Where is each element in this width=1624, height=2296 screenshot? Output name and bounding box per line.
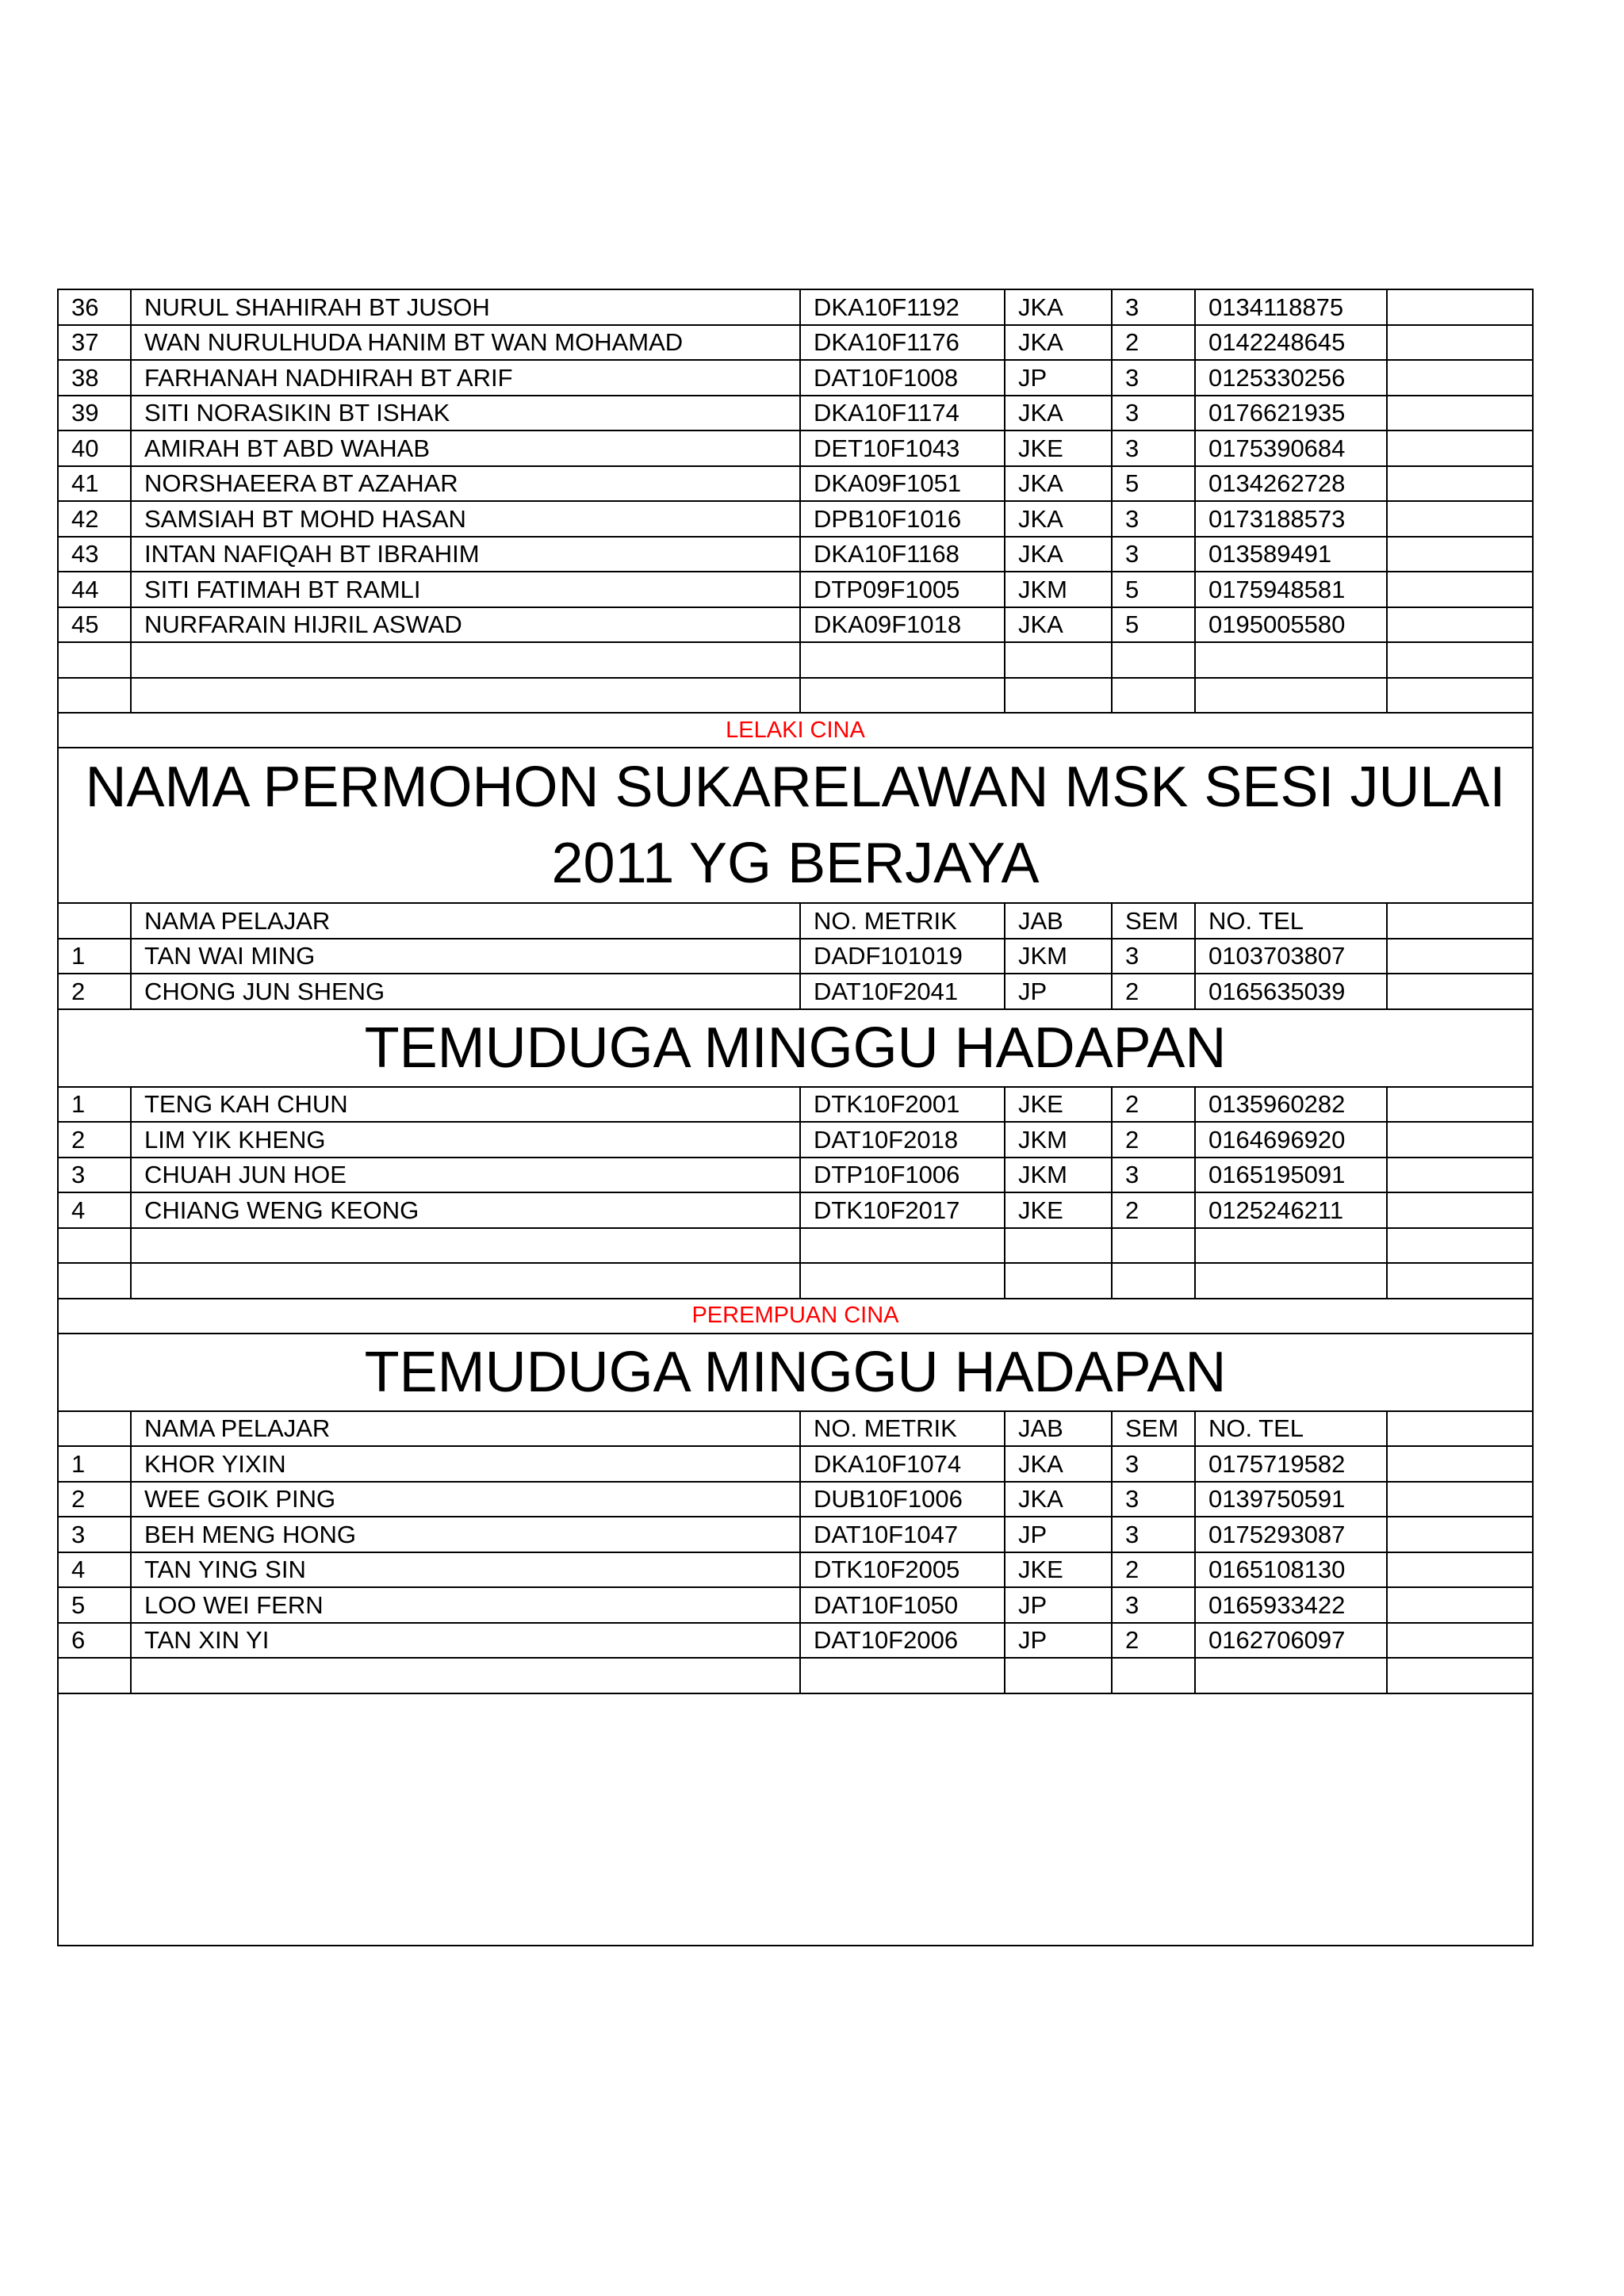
section-heading: NAMA PERMOHON SUKARELAWAN MSK SESI JULAI 2011 YG BERJAYA [58, 748, 1533, 903]
column-header: NO. TEL [1195, 903, 1387, 939]
table-cell: JKA [1005, 607, 1112, 643]
table-cell: 3 [1112, 396, 1195, 431]
table-cell: NURFARAIN HIJRIL ASWAD [131, 607, 800, 643]
table-cell [1387, 1087, 1533, 1123]
table-cell: JP [1005, 1517, 1112, 1552]
table-cell: 0164696920 [1195, 1122, 1387, 1158]
table-cell [1387, 1482, 1533, 1517]
table-cell [1387, 1587, 1533, 1623]
table-cell: TAN XIN YI [131, 1623, 800, 1659]
table-cell: 013589491 [1195, 537, 1387, 572]
table-cell [1387, 360, 1533, 396]
table-cell: 0165195091 [1195, 1158, 1387, 1193]
table-cell: 0134262728 [1195, 466, 1387, 502]
section-label: PEREMPUAN CINA [58, 1299, 1533, 1334]
column-header: NO. TEL [1195, 1411, 1387, 1447]
table-cell: 0175948581 [1195, 572, 1387, 607]
table-cell: TENG KAH CHUN [131, 1087, 800, 1123]
table-cell: SITI NORASIKIN BT ISHAK [131, 396, 800, 431]
table-cell [1005, 642, 1112, 678]
table-cell: 3 [1112, 501, 1195, 537]
table-cell [1195, 1658, 1387, 1693]
table-cell: JKE [1005, 430, 1112, 466]
table-row [58, 360, 1533, 396]
table-cell: WAN NURULHUDA HANIM BT WAN MOHAMAD [131, 325, 800, 361]
column-header: JAB [1005, 1411, 1112, 1447]
column-header: JAB [1005, 903, 1112, 939]
table-cell: 3 [1112, 1587, 1195, 1623]
table-cell: 5 [58, 1587, 131, 1623]
table-cell [1387, 1158, 1533, 1193]
table-cell: 0134118875 [1195, 289, 1387, 325]
table-cell: 3 [1112, 289, 1195, 325]
volunteer-list-table [57, 289, 1534, 1946]
table-cell [58, 1228, 131, 1264]
table-cell: 2 [58, 1482, 131, 1517]
table-cell: 40 [58, 430, 131, 466]
table-cell: 1 [58, 939, 131, 974]
table-cell [1387, 678, 1533, 714]
table-cell [1387, 289, 1533, 325]
table-cell: JKA [1005, 289, 1112, 325]
table-row [58, 1087, 1533, 1123]
table-row [58, 1158, 1533, 1193]
table-cell: 38 [58, 360, 131, 396]
column-header [1387, 903, 1533, 939]
table-cell: DUB10F1006 [800, 1482, 1005, 1517]
table-cell [1387, 974, 1533, 1009]
table-cell: CHIANG WENG KEONG [131, 1192, 800, 1228]
table-row [58, 642, 1533, 678]
table-cell [1387, 1228, 1533, 1264]
table-cell: TAN WAI MING [131, 939, 800, 974]
table-cell: 0165933422 [1195, 1587, 1387, 1623]
table-row [58, 678, 1533, 714]
table-cell: DKA10F1074 [800, 1446, 1005, 1482]
table-cell: 5 [1112, 607, 1195, 643]
table-cell: BEH MENG HONG [131, 1517, 800, 1552]
table-cell: 0176621935 [1195, 396, 1387, 431]
table-cell: 0162706097 [1195, 1623, 1387, 1659]
table-cell [1195, 642, 1387, 678]
table-cell: DTK10F2001 [800, 1087, 1005, 1123]
table-cell: LIM YIK KHENG [131, 1122, 800, 1158]
table-cell [1387, 1192, 1533, 1228]
table-cell: DKA10F1168 [800, 537, 1005, 572]
table-cell: 0165635039 [1195, 974, 1387, 1009]
table-cell: JKA [1005, 1482, 1112, 1517]
table-cell [800, 1658, 1005, 1693]
table-cell [1387, 325, 1533, 361]
table-cell: 3 [1112, 1446, 1195, 1482]
table-cell: DTP09F1005 [800, 572, 1005, 607]
table-cell: JKM [1005, 1158, 1112, 1193]
table-cell: JP [1005, 360, 1112, 396]
table-cell: 0175293087 [1195, 1517, 1387, 1552]
table-cell: DKA10F1174 [800, 396, 1005, 431]
column-header [58, 903, 131, 939]
table-cell [131, 642, 800, 678]
table-cell: 2 [1112, 325, 1195, 361]
table-cell: 6 [58, 1623, 131, 1659]
table-cell: 2 [1112, 1552, 1195, 1588]
table-cell [1195, 1228, 1387, 1264]
table-cell: JKA [1005, 325, 1112, 361]
table-cell: JP [1005, 974, 1112, 1009]
table-cell: FARHANAH NADHIRAH BT ARIF [131, 360, 800, 396]
table-cell: DTP10F1006 [800, 1158, 1005, 1193]
table-cell [1005, 1228, 1112, 1264]
table-cell: INTAN NAFIQAH BT IBRAHIM [131, 537, 800, 572]
table-cell: DAT10F1050 [800, 1587, 1005, 1623]
table-cell: 37 [58, 325, 131, 361]
column-header: NO. METRIK [800, 903, 1005, 939]
table-cell: DAT10F1008 [800, 360, 1005, 396]
table-row [58, 289, 1533, 325]
table-cell: 2 [1112, 1192, 1195, 1228]
table-cell: JKM [1005, 939, 1112, 974]
table-cell: JP [1005, 1623, 1112, 1659]
table-cell: 3 [1112, 1482, 1195, 1517]
table-cell: 0175390684 [1195, 430, 1387, 466]
table-cell: DKA09F1018 [800, 607, 1005, 643]
table-cell [800, 1228, 1005, 1264]
table-cell: 3 [1112, 1158, 1195, 1193]
table-cell [1195, 678, 1387, 714]
table-cell: 3 [1112, 1517, 1195, 1552]
table-cell: WEE GOIK PING [131, 1482, 800, 1517]
table-cell: JKA [1005, 501, 1112, 537]
table-cell [131, 1228, 800, 1264]
table-row [58, 430, 1533, 466]
table-cell: 36 [58, 289, 131, 325]
table-cell [1387, 1446, 1533, 1482]
table-cell [1387, 537, 1533, 572]
table-cell [1005, 678, 1112, 714]
table-row [58, 572, 1533, 607]
table-cell [1112, 642, 1195, 678]
table-cell: 0125246211 [1195, 1192, 1387, 1228]
table-cell: AMIRAH BT ABD WAHAB [131, 430, 800, 466]
table-row [58, 1482, 1533, 1517]
table-cell: SAMSIAH BT MOHD HASAN [131, 501, 800, 537]
table-cell: DAT10F1047 [800, 1517, 1005, 1552]
table-row [58, 1517, 1533, 1552]
table-cell: DET10F1043 [800, 430, 1005, 466]
table-cell [1387, 1517, 1533, 1552]
table-cell [58, 1658, 131, 1693]
table-cell: JKM [1005, 572, 1112, 607]
empty-area [58, 1693, 1533, 1946]
column-header: SEM [1112, 1411, 1195, 1447]
table-cell: 3 [58, 1517, 131, 1552]
table-row [58, 501, 1533, 537]
table-cell: SITI FATIMAH BT RAMLI [131, 572, 800, 607]
table-cell: 2 [58, 974, 131, 1009]
table-cell [131, 1263, 800, 1299]
table-cell: JKA [1005, 1446, 1112, 1482]
table-cell [58, 642, 131, 678]
table-row [58, 939, 1533, 974]
table-cell [1387, 1122, 1533, 1158]
table-cell [1387, 430, 1533, 466]
table-cell: 3 [1112, 939, 1195, 974]
table-cell: JKE [1005, 1087, 1112, 1123]
table-cell [131, 678, 800, 714]
table-cell: DKA10F1192 [800, 289, 1005, 325]
column-header: NAMA PELAJAR [131, 1411, 800, 1447]
table-cell [1387, 1623, 1533, 1659]
table-cell: TAN YING SIN [131, 1552, 800, 1588]
table-cell [1195, 1263, 1387, 1299]
table-cell: LOO WEI FERN [131, 1587, 800, 1623]
table-cell [58, 678, 131, 714]
table-cell: DKA10F1176 [800, 325, 1005, 361]
table-cell: DAT10F2006 [800, 1623, 1005, 1659]
table-cell: 2 [1112, 974, 1195, 1009]
table-cell: CHONG JUN SHENG [131, 974, 800, 1009]
table-cell [1387, 501, 1533, 537]
table-header-row [58, 1411, 1533, 1447]
table-row [58, 1228, 1533, 1264]
table-cell: 2 [58, 1122, 131, 1158]
table-cell: 3 [1112, 430, 1195, 466]
table-cell: 1 [58, 1446, 131, 1482]
table-row [58, 1587, 1533, 1623]
table-header-row [58, 903, 1533, 939]
table-cell: 0175719582 [1195, 1446, 1387, 1482]
table-cell: 43 [58, 537, 131, 572]
table-cell: DTK10F2017 [800, 1192, 1005, 1228]
table-cell: 44 [58, 572, 131, 607]
table-cell [800, 642, 1005, 678]
table-cell: DKA09F1051 [800, 466, 1005, 502]
table-cell [1387, 396, 1533, 431]
table-row [58, 396, 1533, 431]
table-cell [1387, 1658, 1533, 1693]
table-cell: 3 [58, 1158, 131, 1193]
table-cell [1387, 572, 1533, 607]
table-cell: NORSHAEERA BT AZAHAR [131, 466, 800, 502]
table-cell: CHUAH JUN HOE [131, 1158, 800, 1193]
table-cell [1005, 1658, 1112, 1693]
table-row [58, 1623, 1533, 1659]
table-cell [1112, 1263, 1195, 1299]
section-label: LELAKI CINA [58, 713, 1533, 748]
table-row [58, 537, 1533, 572]
table-row [58, 1263, 1533, 1299]
table-row [58, 466, 1533, 502]
table-cell: DPB10F1016 [800, 501, 1005, 537]
table-row [58, 607, 1533, 643]
table-cell [131, 1658, 800, 1693]
table-cell: 4 [58, 1552, 131, 1588]
column-header: SEM [1112, 903, 1195, 939]
table-cell: 42 [58, 501, 131, 537]
table-cell: 5 [1112, 466, 1195, 502]
table-cell [1387, 642, 1533, 678]
table-cell: JKE [1005, 1552, 1112, 1588]
table-cell: 0195005580 [1195, 607, 1387, 643]
table-row [58, 974, 1533, 1009]
section-heading: TEMUDUGA MINGGU HADAPAN [58, 1009, 1533, 1087]
table-cell: 3 [1112, 360, 1195, 396]
column-header [58, 1411, 131, 1447]
table-cell: NURUL SHAHIRAH BT JUSOH [131, 289, 800, 325]
table-cell: 3 [1112, 537, 1195, 572]
table-cell: DTK10F2005 [800, 1552, 1005, 1588]
table-cell: 1 [58, 1087, 131, 1123]
table-cell [58, 1263, 131, 1299]
table-row [58, 1552, 1533, 1588]
table-cell: DAT10F2041 [800, 974, 1005, 1009]
table-cell: 2 [1112, 1087, 1195, 1123]
table-cell [1112, 1658, 1195, 1693]
table-cell [1387, 607, 1533, 643]
table-cell: JKA [1005, 537, 1112, 572]
table-cell [1112, 678, 1195, 714]
table-cell [1387, 466, 1533, 502]
table-cell [1112, 1228, 1195, 1264]
column-header: NO. METRIK [800, 1411, 1005, 1447]
column-header [1387, 1411, 1533, 1447]
table-cell: 0135960282 [1195, 1087, 1387, 1123]
table-cell: JKA [1005, 396, 1112, 431]
table-cell: JKA [1005, 466, 1112, 502]
table-cell [800, 678, 1005, 714]
table-cell: 41 [58, 466, 131, 502]
table-cell: 45 [58, 607, 131, 643]
table-cell: 2 [1112, 1623, 1195, 1659]
table-cell: 5 [1112, 572, 1195, 607]
table-cell: DAT10F2018 [800, 1122, 1005, 1158]
table-cell: DADF101019 [800, 939, 1005, 974]
table-cell: 0142248645 [1195, 325, 1387, 361]
section-heading: TEMUDUGA MINGGU HADAPAN [58, 1334, 1533, 1411]
table-cell: JKM [1005, 1122, 1112, 1158]
table-cell: 0125330256 [1195, 360, 1387, 396]
table-row [58, 1192, 1533, 1228]
table-cell: 0165108130 [1195, 1552, 1387, 1588]
table-cell: 0139750591 [1195, 1482, 1387, 1517]
table-cell [800, 1263, 1005, 1299]
table-cell: 2 [1112, 1122, 1195, 1158]
table-cell: 4 [58, 1192, 131, 1228]
table-cell: KHOR YIXIN [131, 1446, 800, 1482]
table-cell [1387, 1263, 1533, 1299]
table-cell [1005, 1263, 1112, 1299]
table-cell: 39 [58, 396, 131, 431]
table-cell: 0173188573 [1195, 501, 1387, 537]
table-cell [1387, 939, 1533, 974]
table-cell: 0103703807 [1195, 939, 1387, 974]
table-row [58, 325, 1533, 361]
table-row [58, 1446, 1533, 1482]
table-row [58, 1658, 1533, 1693]
table-row [58, 1122, 1533, 1158]
table-cell: JP [1005, 1587, 1112, 1623]
column-header: NAMA PELAJAR [131, 903, 800, 939]
table-cell [1387, 1552, 1533, 1588]
table-cell: JKE [1005, 1192, 1112, 1228]
